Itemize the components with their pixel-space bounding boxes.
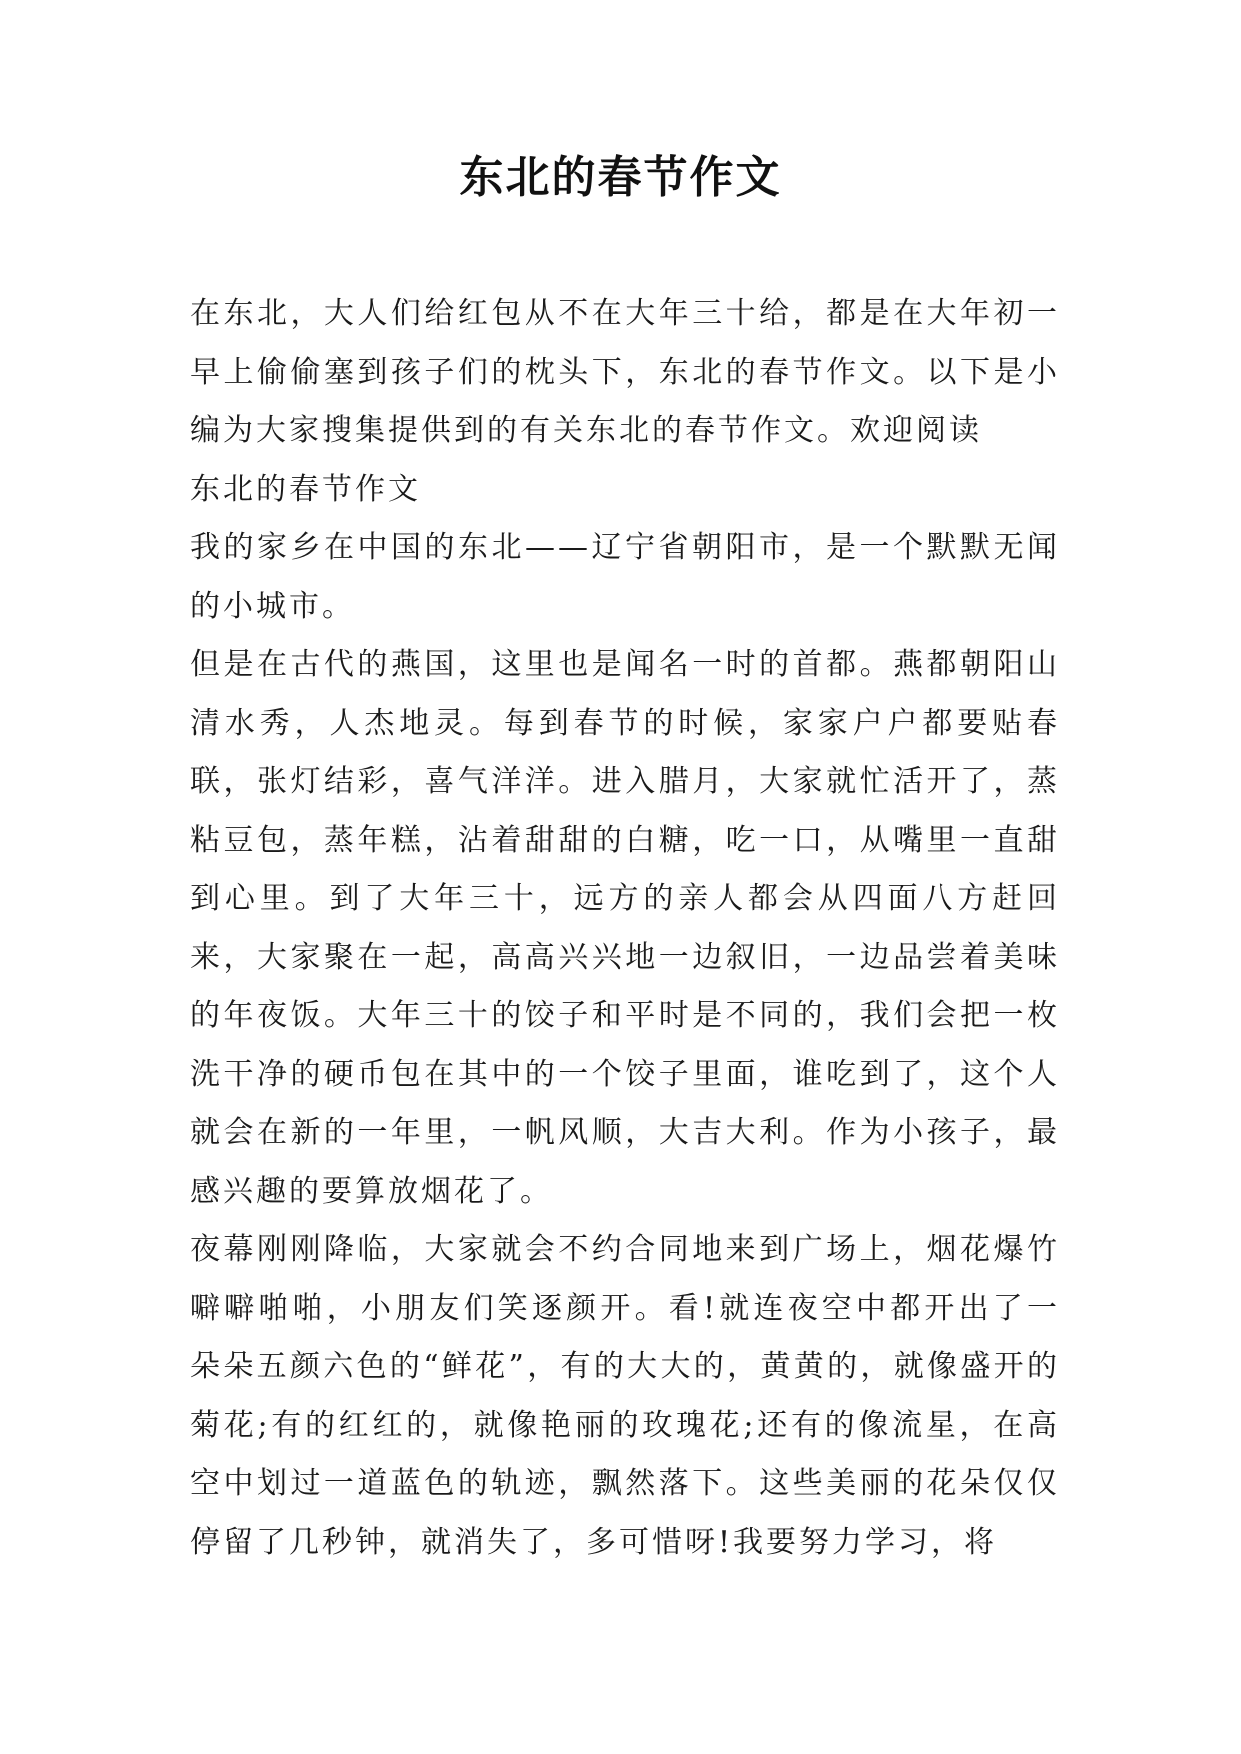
paragraph-intro: 在东北，大人们给红包从不在大年三十给，都是在大年初一早上偷偷塞到孩子们的枕头下，东北的春节作文。以下是小编为大家搜集提供到的有关东北的春节作文。欢迎阅读	[190, 296, 1060, 448]
paragraph-spring-festival: 但是在古代的燕国，这里也是闻名一时的首都。燕都朝阳山清水秀，人杰地灵。每到春节的时候，家家户户都要贴春联，张灯结彩，喜气洋洋。进入腊月，大家就忙活开了，蒸粘豆包，蒸年糕，沾着甜甜的白糖，吃一口，从嘴里一直甜到心里。到了大年三十，远方的亲人都会从四面八方赶回来，大家聚在一起，高高兴兴地一边叙旧，一边品尝着美味的年夜饭。大年三十的饺子和平时是不同的，我们会把一枚洗干净的硬币包在其中的一个饺子里面，谁吃到了，这个人就会在新的一年里，一帆风顺，大吉大利。作为小孩子，最感兴趣的要算放烟花了。	[190, 647, 1060, 1209]
document-title: 东北的春节作文	[459, 152, 782, 203]
paragraph-fireworks: 夜幕刚刚降临，大家就会不约合同地来到广场上，烟花爆竹噼噼啪啪，小朋友们笑逐颜开。看!就连夜空中都开出了一朵朵五颜六色的“鲜花”，有的大大的，黄黄的，就像盛开的菊花;有的红红的，就像艳丽的玫瑰花;还有的像流星，在高空中划过一道蓝色的轨迹，飘然落下。这些美丽的花朵仅仅停留了几秒钟，就消失了，多可惜呀!我要努力学习，将	[190, 1232, 1060, 1560]
paragraph-subtitle: 东北的春节作文	[190, 471, 421, 507]
paragraph-hometown: 我的家乡在中国的东北——辽宁省朝阳市，是一个默默无闻的小城市。	[190, 530, 1060, 624]
document-body	[190, 285, 1060, 1572]
